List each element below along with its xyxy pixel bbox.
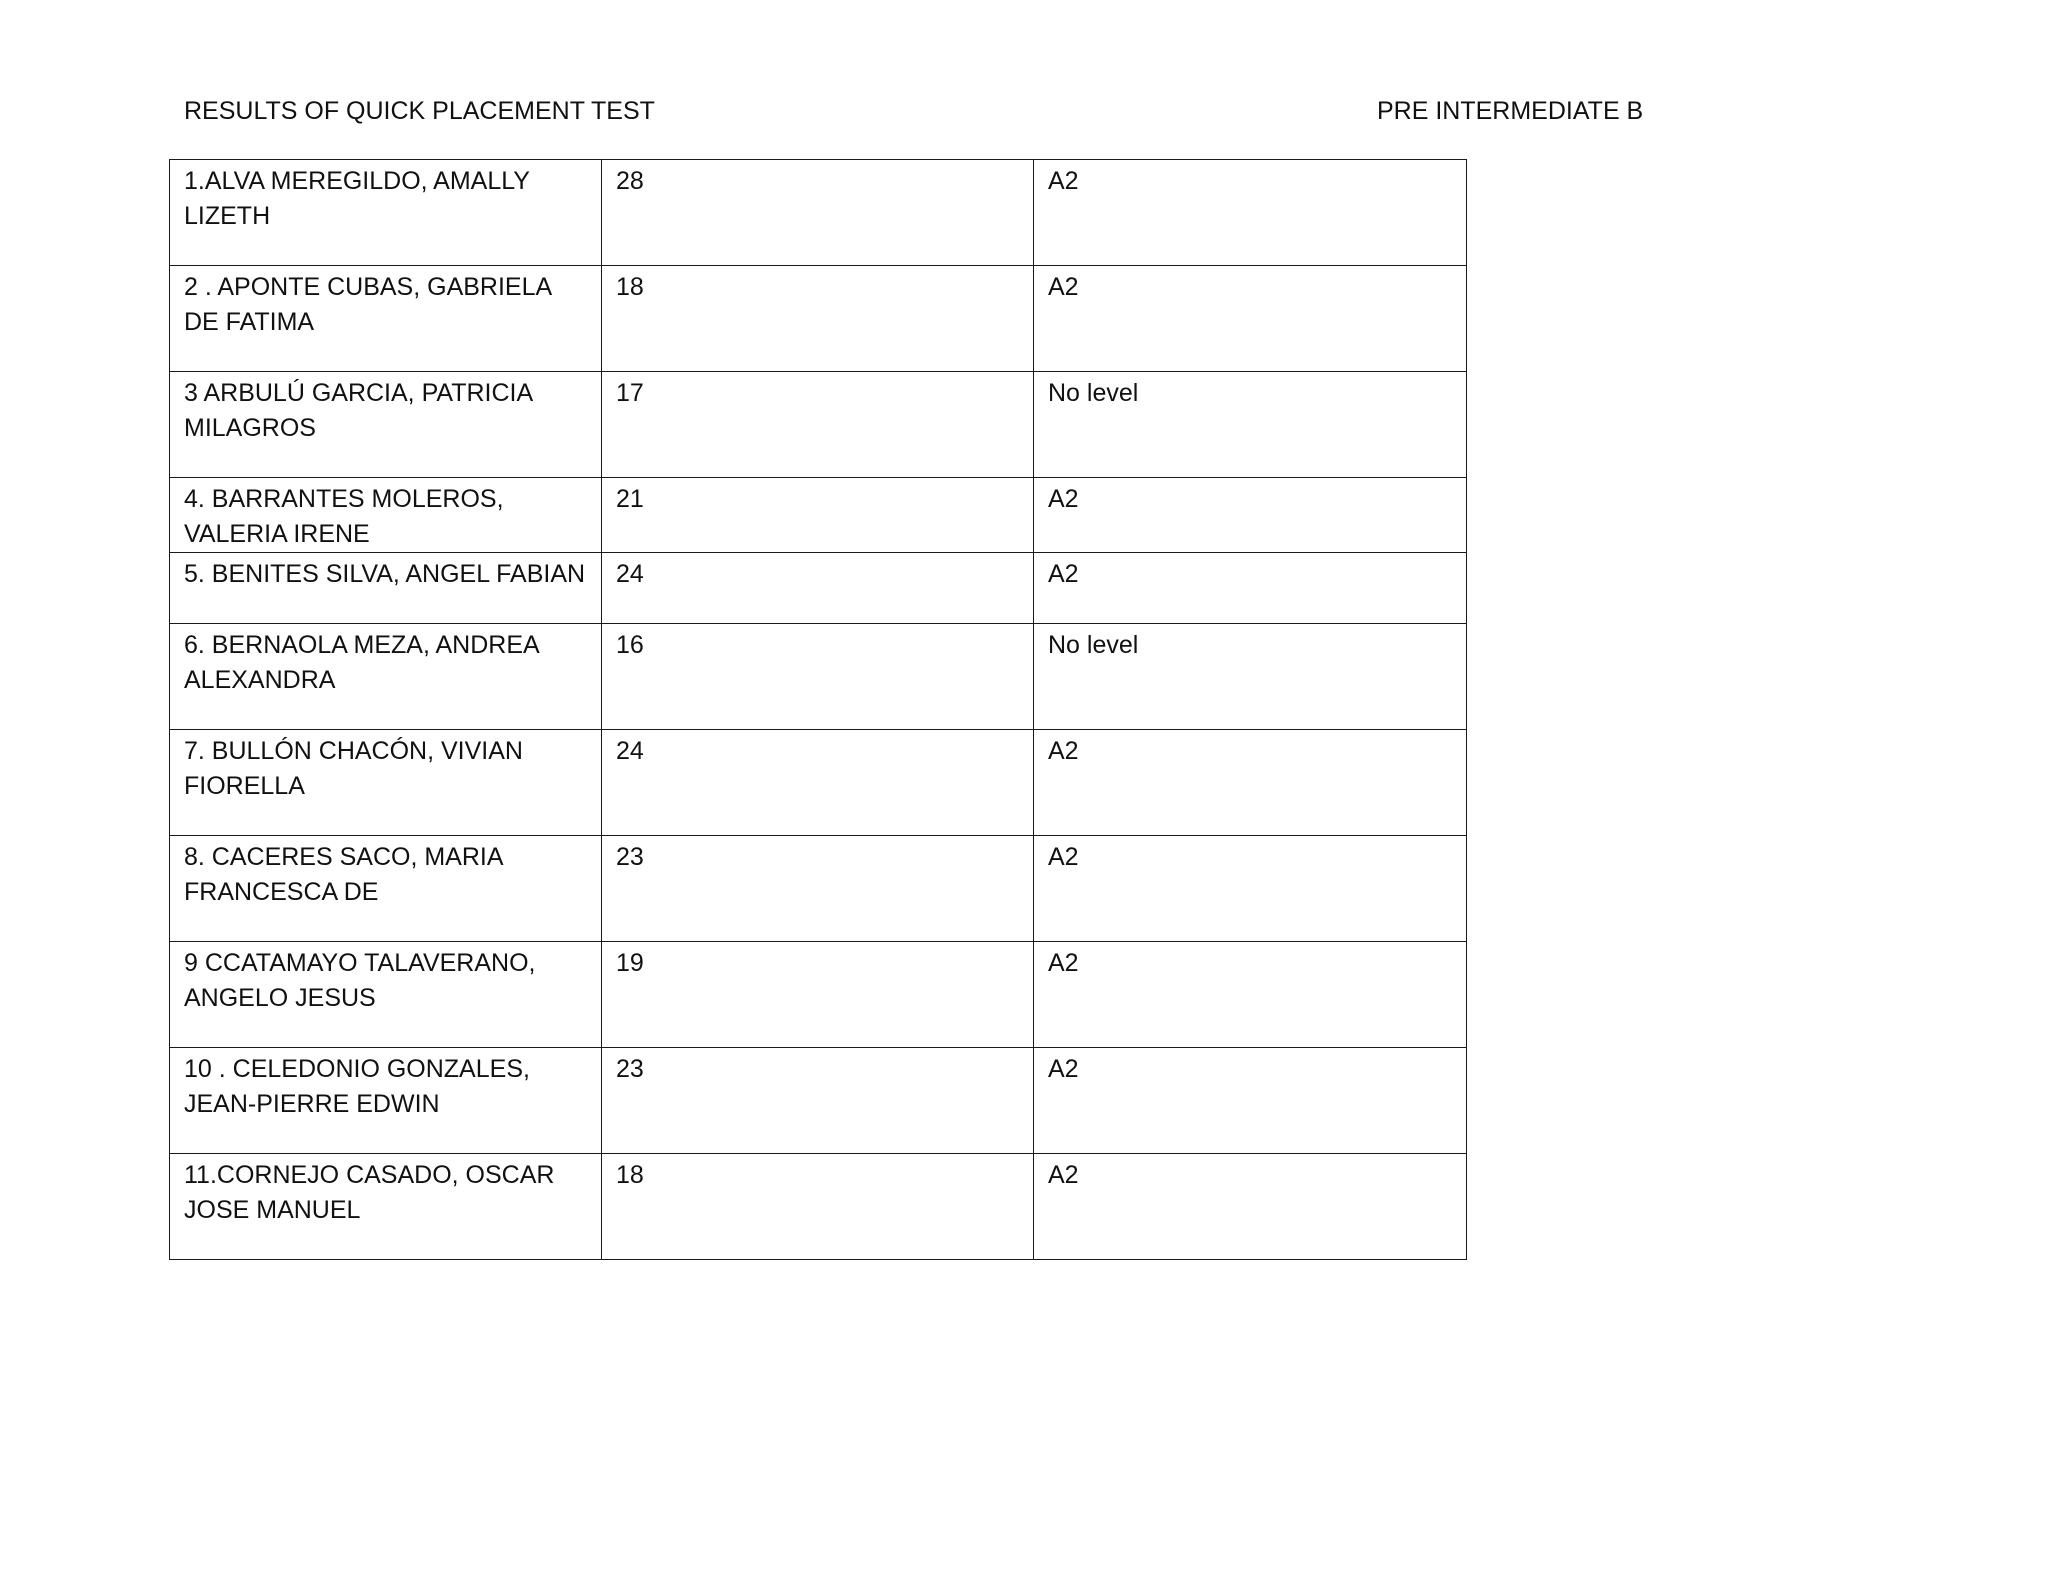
level-cell: A2 (1034, 553, 1467, 624)
table-row (170, 266, 1467, 372)
table-row (170, 553, 1467, 624)
student-name-cell: 8. CACERES SACO, MARIA FRANCESCA DE (170, 836, 602, 942)
score-cell: 28 (602, 160, 1034, 266)
score-cell: 18 (602, 1154, 1034, 1260)
score-cell: 24 (602, 730, 1034, 836)
level-cell: No level (1034, 624, 1467, 730)
level-cell: A2 (1034, 836, 1467, 942)
page-header (184, 93, 1644, 129)
student-name-cell: 3 ARBULÚ GARCIA, PATRICIA MILAGROS (170, 372, 602, 478)
level-cell: A2 (1034, 160, 1467, 266)
score-cell: 21 (602, 478, 1034, 553)
student-name-cell: 1.ALVA MEREGILDO, AMALLY LIZETH (170, 160, 602, 266)
table-row (170, 478, 1467, 553)
table-row (170, 1154, 1467, 1260)
level-cell: A2 (1034, 942, 1467, 1048)
student-name-cell: 9 CCATAMAYO TALAVERANO, ANGELO JESUS (170, 942, 602, 1048)
score-cell: 17 (602, 372, 1034, 478)
score-cell: 24 (602, 553, 1034, 624)
level-cell: A2 (1034, 1048, 1467, 1154)
level-cell: A2 (1034, 266, 1467, 372)
student-name-cell: 7. BULLÓN CHACÓN, VIVIAN FIORELLA (170, 730, 602, 836)
table-row (170, 1048, 1467, 1154)
table-row (170, 160, 1467, 266)
level-cell: No level (1034, 372, 1467, 478)
student-name-cell: 10 . CELEDONIO GONZALES, JEAN-PIERRE EDWIN (170, 1048, 602, 1154)
score-cell: 16 (602, 624, 1034, 730)
results-table (169, 159, 1467, 1260)
level-cell: A2 (1034, 730, 1467, 836)
score-cell: 23 (602, 1048, 1034, 1154)
student-name-cell: 4. BARRANTES MOLEROS, VALERIA IRENE (170, 478, 602, 553)
score-cell: 18 (602, 266, 1034, 372)
student-name-cell: 6. BERNAOLA MEZA, ANDREA ALEXANDRA (170, 624, 602, 730)
table-row (170, 942, 1467, 1048)
score-cell: 19 (602, 942, 1034, 1048)
table-row (170, 836, 1467, 942)
table-row (170, 730, 1467, 836)
table-row (170, 372, 1467, 478)
score-cell: 23 (602, 836, 1034, 942)
table-row (170, 624, 1467, 730)
level-cell: A2 (1034, 1154, 1467, 1260)
student-name-cell: 2 . APONTE CUBAS, GABRIELA DE FATIMA (170, 266, 602, 372)
document-title: RESULTS OF QUICK PLACEMENT TEST (184, 97, 655, 125)
student-name-cell: 5. BENITES SILVA, ANGEL FABIAN (170, 553, 602, 624)
student-name-cell: 11.CORNEJO CASADO, OSCAR JOSE MANUEL (170, 1154, 602, 1260)
level-cell: A2 (1034, 478, 1467, 553)
group-label: PRE INTERMEDIATE B (1377, 97, 1644, 125)
